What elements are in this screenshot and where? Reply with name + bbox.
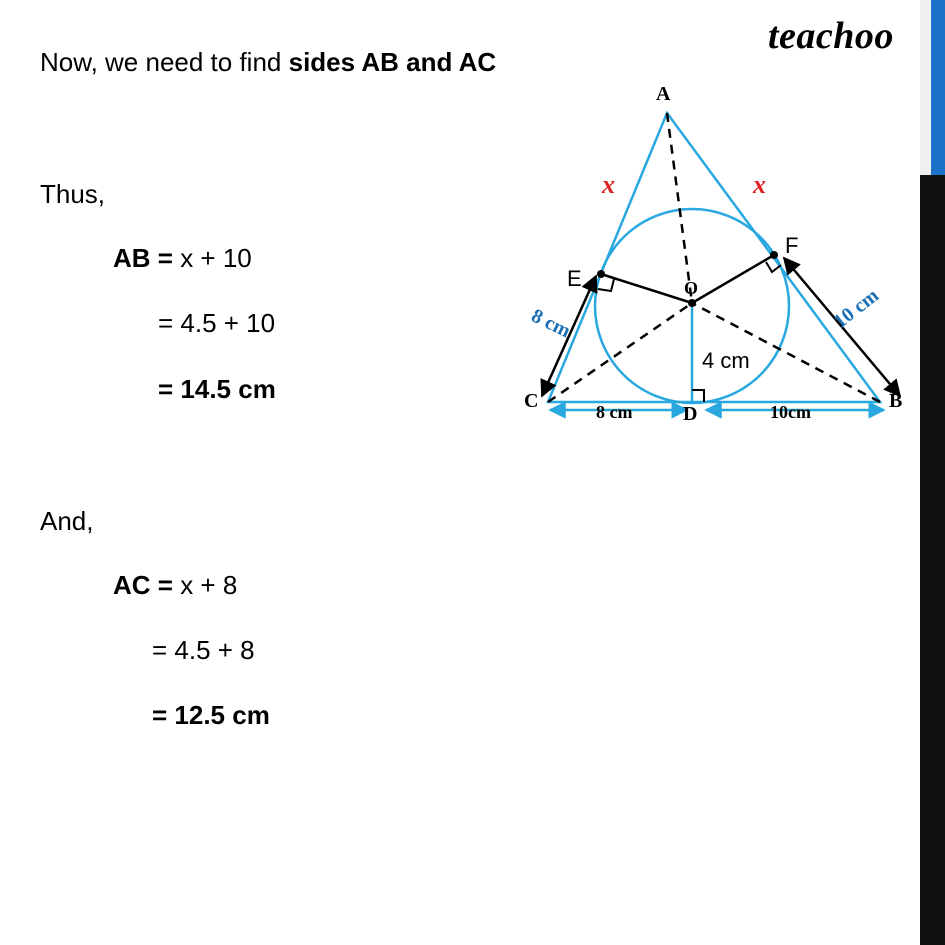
radius-label: 4 cm (702, 348, 750, 373)
point-o-dot (688, 299, 696, 307)
right-angle-mark-e (598, 279, 614, 291)
ac-substitution: = 4.5 + 8 (152, 635, 255, 665)
point-e-label: E (567, 266, 582, 291)
dimension-arrow-ce (542, 276, 596, 396)
ac-result: = 12.5 cm (152, 700, 270, 730)
vertex-b-label: B (889, 390, 903, 412)
point-d-label: D (683, 403, 698, 425)
ce-length-label: 8 cm (527, 304, 574, 343)
ab-result: = 14.5 cm (158, 374, 276, 404)
vertex-c-label: C (524, 390, 539, 412)
right-angle-mark-d (692, 390, 704, 402)
bf-length-label: 10 cm (829, 284, 883, 333)
vertex-a-label: A (656, 83, 671, 105)
cd-length-label: 8 cm (596, 402, 633, 422)
db-length-label: 10cm (770, 402, 811, 422)
teachoo-logo: teachoo (768, 15, 894, 57)
point-e-dot (597, 270, 605, 278)
point-f-dot (770, 251, 778, 259)
ab-substitution: = 4.5 + 10 (158, 308, 276, 338)
intro-bold-text: sides AB and AC (288, 47, 497, 77)
and-label: And, (40, 506, 94, 536)
thus-label: Thus, (40, 179, 106, 209)
point-f-label: F (785, 233, 799, 258)
ab-expression: x + 10 (172, 243, 252, 273)
ab-label: AB = (113, 243, 173, 273)
radius-oe (601, 274, 692, 303)
intro-text: Now, we need to find (40, 47, 289, 77)
x-label-left: x (602, 170, 615, 199)
center-o-label: O (684, 278, 699, 298)
ac-label: AC = (113, 570, 173, 600)
radius-of (692, 255, 774, 303)
ac-expression: x + 8 (172, 570, 238, 600)
x-label-right: x (753, 170, 766, 199)
